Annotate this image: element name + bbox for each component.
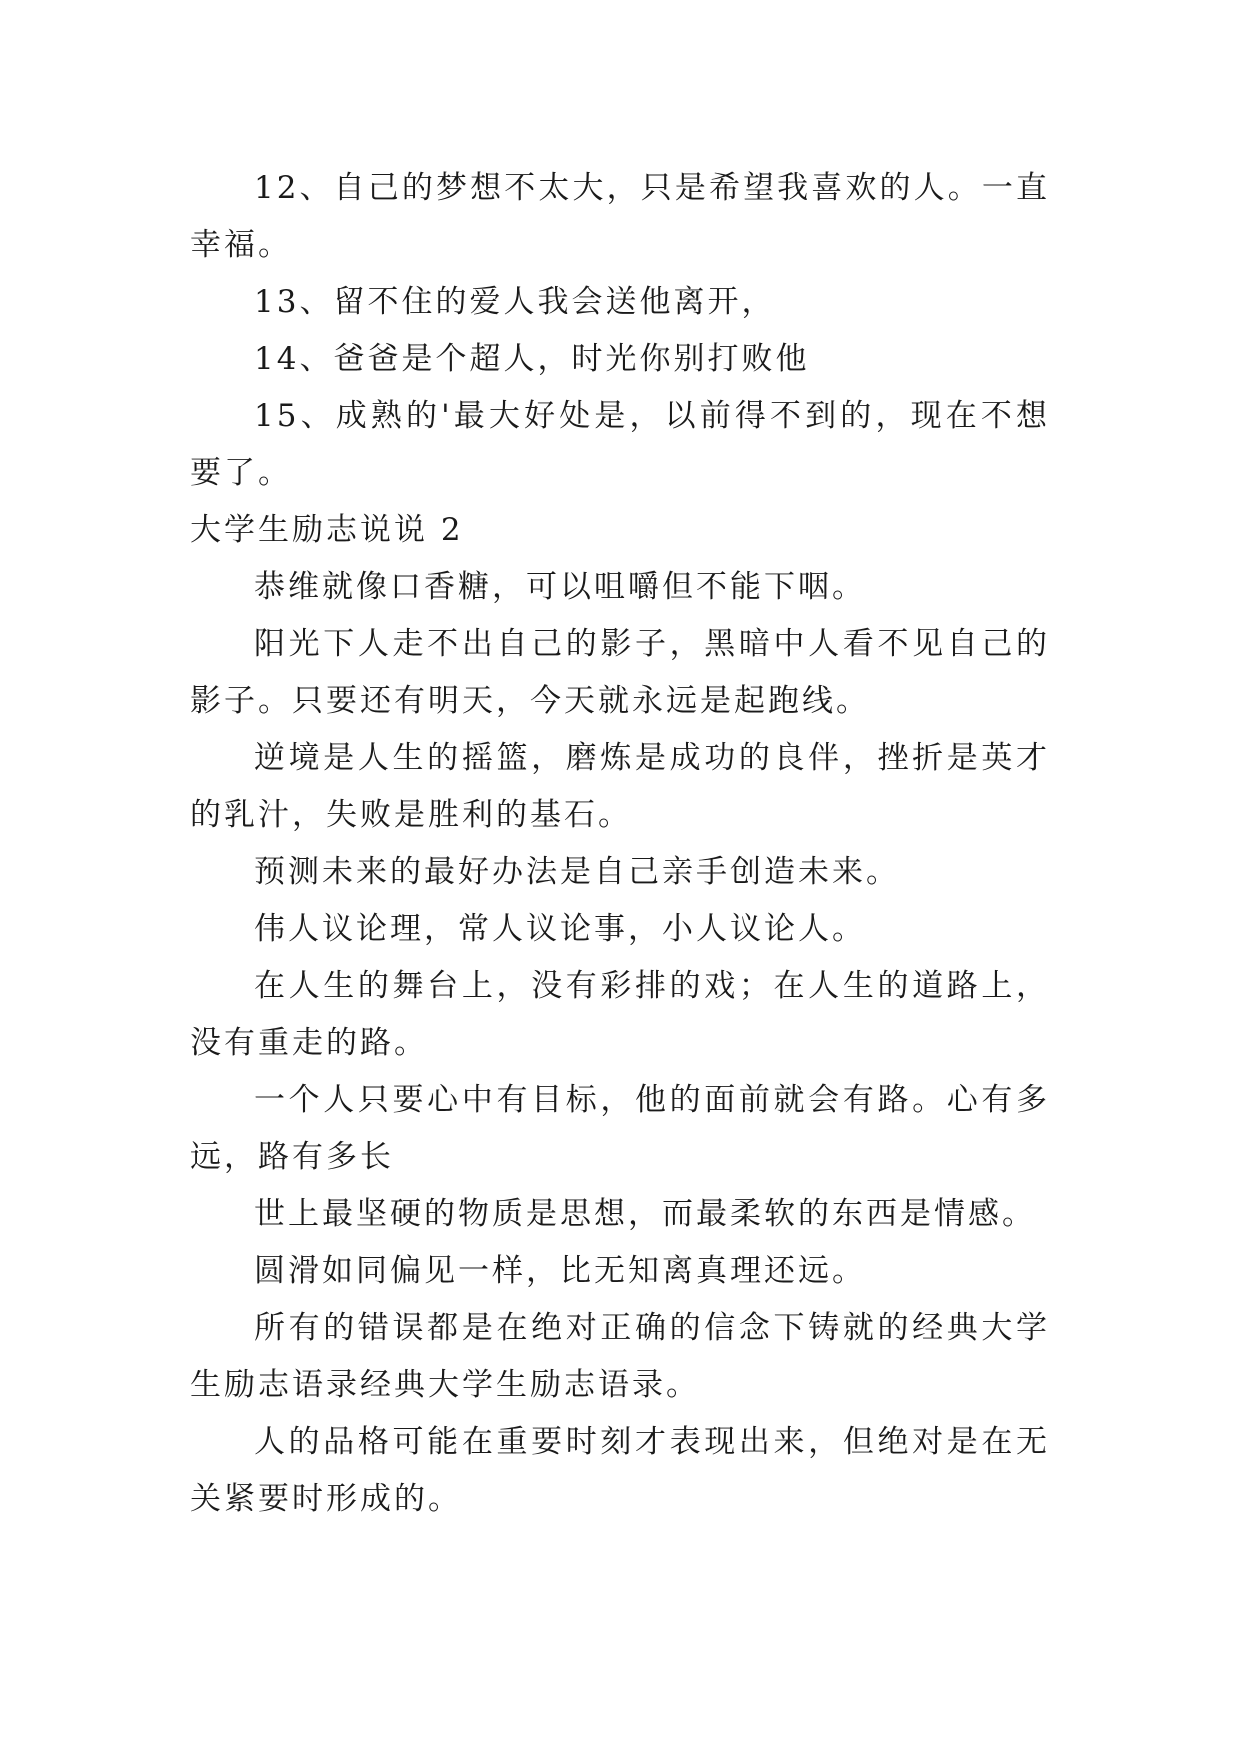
paragraph: 在人生的舞台上，没有彩排的戏；在人生的道路上，没有重走的路。 — [190, 968, 1050, 1061]
paragraph: 预测未来的最好办法是自己亲手创造未来。 — [254, 854, 900, 890]
paragraph: 一个人只要心中有目标，他的面前就会有路。心有多远，路有多长 — [190, 1082, 1050, 1175]
paragraph: 圆滑如同偏见一样，比无知离真理还远。 — [254, 1253, 866, 1289]
section-heading: 大学生励志说说 2 — [190, 512, 464, 548]
paragraph: 伟人议论理，常人议论事，小人议论人。 — [254, 911, 866, 947]
paragraph: 所有的错误都是在绝对正确的信念下铸就的经典大学生励志语录经典大学生励志语录。 — [190, 1310, 1050, 1403]
document-page — [190, 160, 1050, 1528]
paragraph: 世上最坚硬的物质是思想，而最柔软的东西是情感。 — [254, 1196, 1036, 1232]
paragraph: 阳光下人走不出自己的影子，黑暗中人看不见自己的影子。只要还有明天，今天就永远是起跑线。 — [190, 626, 1050, 719]
paragraph: 人的品格可能在重要时刻才表现出来，但绝对是在无关紧要时形成的。 — [190, 1424, 1050, 1517]
paragraph-12: 12、自己的梦想不太大，只是希望我喜欢的人。一直幸福。 — [190, 170, 1050, 263]
paragraph: 恭维就像口香糖，可以咀嚼但不能下咽。 — [254, 569, 866, 605]
paragraph-13: 13、留不住的爱人我会送他离开， — [254, 284, 776, 320]
paragraph: 逆境是人生的摇篮，磨炼是成功的良伴，挫折是英才的乳汁，失败是胜利的基石。 — [190, 740, 1050, 833]
paragraph-14: 14、爸爸是个超人，时光你别打败他 — [254, 341, 810, 377]
paragraph-15: 15、成熟的'最大好处是，以前得不到的，现在不想要了。 — [190, 398, 1050, 491]
